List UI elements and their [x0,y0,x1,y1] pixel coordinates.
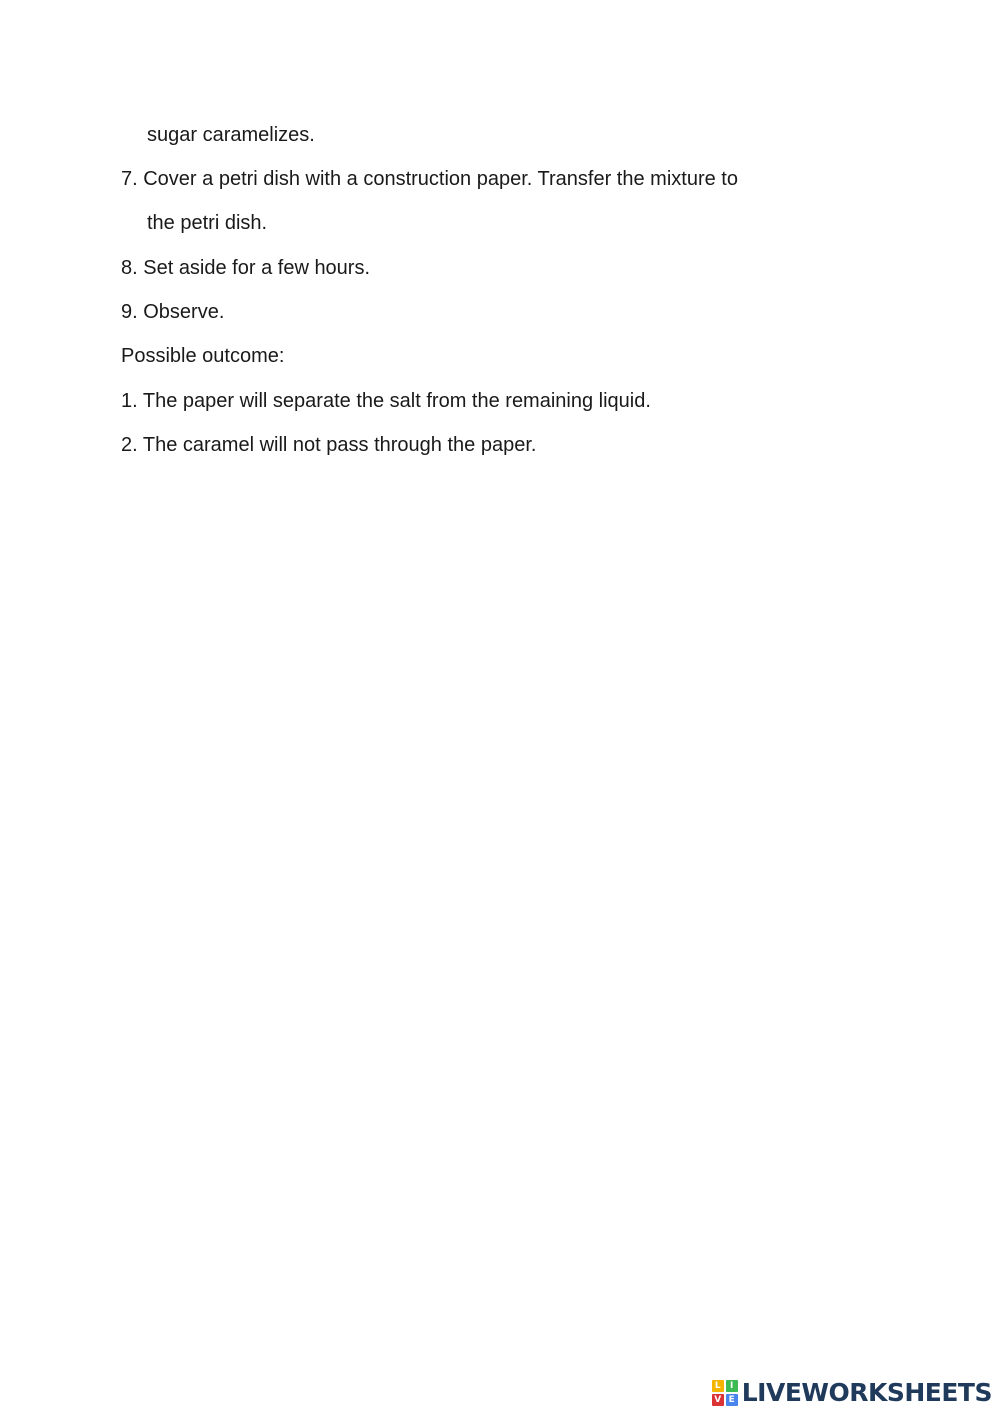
liveworksheets-logo [712,1379,992,1407]
logo-mark-tile: V [712,1394,724,1406]
possible-outcome-heading: Possible outcome: [121,345,285,367]
outcome-1-text: 1. The paper will separate the salt from the remaining liquid. [121,390,651,412]
step-9-text: 9. Observe. [121,301,225,323]
logo-mark-tile: I [726,1380,738,1392]
logo-wordmark: LIVEWORKSHEETS [741,1378,992,1407]
outcome-2-text: 2. The caramel will not pass through the paper. [121,434,537,456]
step-7-text: 7. Cover a petri dish with a construction paper. Transfer the mixture to [121,168,738,190]
step-8-text: 8. Set aside for a few hours. [121,257,371,279]
logo-mark-tile: L [712,1380,724,1392]
step-7-continuation: the petri dish. [147,212,268,234]
logo-mark-tile: E [726,1394,738,1406]
liveworksheets-mark-icon [712,1380,738,1406]
text-line-continuation: sugar caramelizes. [147,124,315,146]
